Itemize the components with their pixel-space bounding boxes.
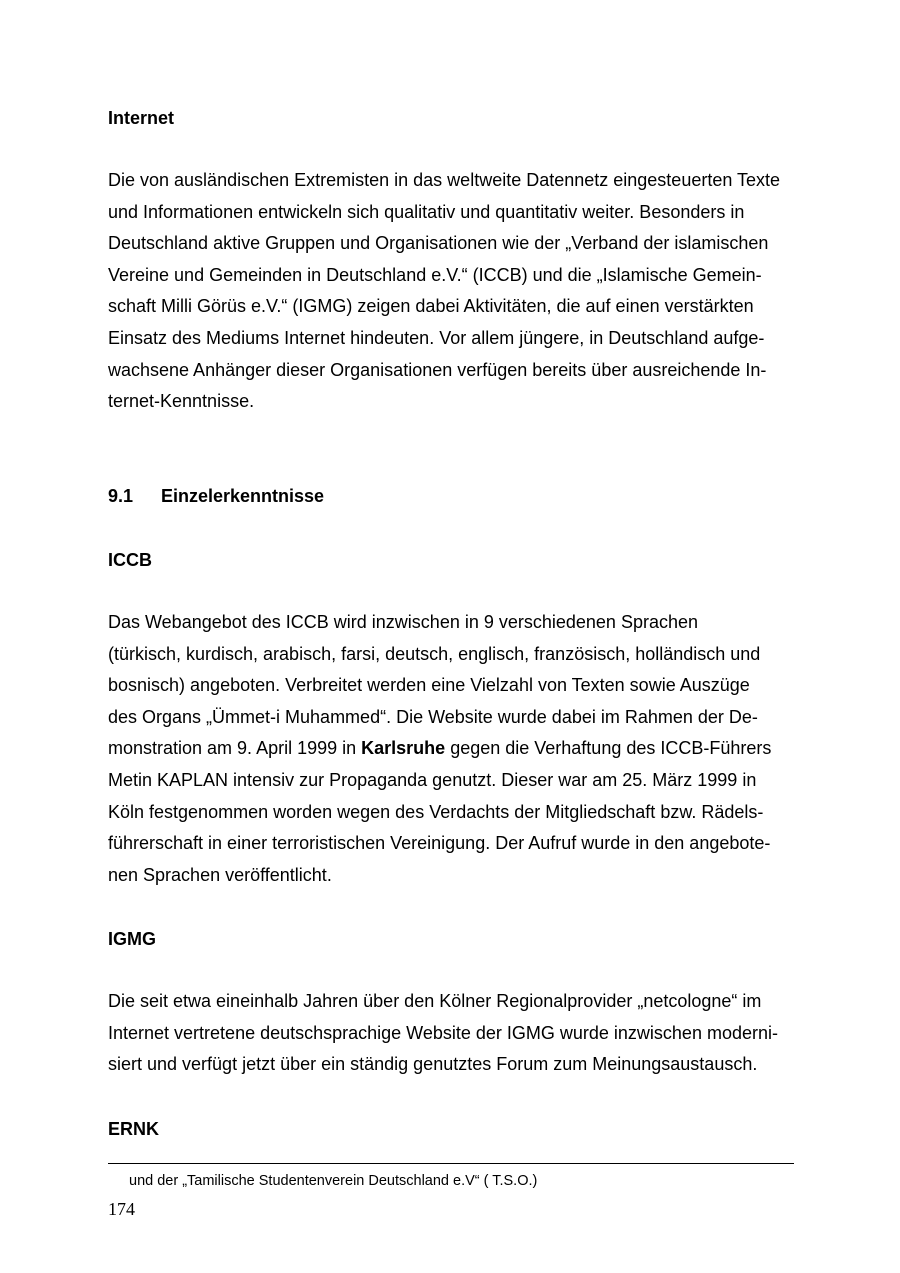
paragraph-line: Metin KAPLAN intensiv zur Propaganda genutzt. Dieser war am 25. März 1999 in <box>108 769 757 790</box>
paragraph-line: wachsene Anhänger dieser Organisationen verfügen bereits über ausreichende In- <box>108 359 767 380</box>
line-text: gegen die Verhaftung des ICCB-Führers <box>445 738 772 759</box>
paragraph-line: Deutschland aktive Gruppen und Organisationen wie der „Verband der islamischen <box>108 233 769 254</box>
page-number: 174 <box>108 1199 135 1219</box>
paragraph-line: Vereine und Gemeinden in Deutschland e.V.“ (ICCB) und die „Islamische Gemein- <box>108 264 762 285</box>
internet-heading: Internet <box>108 108 175 128</box>
paragraph-line: nen Sprachen veröffentlicht. <box>108 864 332 885</box>
paragraph-line: schaft Milli Görüs e.V.“ (IGMG) zeigen dabei Aktivitäten, die auf einen verstärkten <box>108 296 754 317</box>
footnote-divider <box>108 1163 794 1164</box>
paragraph-line: Die von ausländischen Extremisten in das weltweite Datennetz eingesteuerten Texte <box>108 170 781 190</box>
paragraph-line: (türkisch, kurdisch, arabisch, farsi, deutsch, englisch, französisch, holländisch und <box>108 643 761 664</box>
paragraph-line: des Organs „Ümmet-i Muhammed“. Die Website wurde dabei im Rahmen der De- <box>108 706 758 727</box>
paragraph-line: bosnisch) angeboten. Verbreitet werden eine Vielzahl von Texten sowie Auszüge <box>108 675 750 696</box>
paragraph-line <box>108 733 794 765</box>
iccb-paragraph <box>108 607 794 891</box>
paragraph-line: Internet vertretene deutschsprachige Website der IGMG wurde inzwischen moderni- <box>108 1022 778 1043</box>
internet-paragraph <box>108 165 794 418</box>
paragraph-line: siert und verfügt jetzt über ein ständig genutztes Forum zum Meinungsaustausch. <box>108 1054 758 1075</box>
igmg-heading: IGMG <box>108 929 156 949</box>
paragraph-line: Die seit etwa eineinhalb Jahren über den Kölner Regionalprovider „netcologne“ im <box>108 991 762 1011</box>
karlsruhe-bold: Karlsruhe <box>361 738 446 759</box>
section-number: 9.1 <box>108 486 134 506</box>
ernk-heading: ERNK <box>108 1119 160 1139</box>
igmg-paragraph <box>108 986 794 1081</box>
paragraph-line: ternet-Kenntnisse. <box>108 391 255 412</box>
paragraph-line: führerschaft in einer terroristischen Vereinigung. Der Aufruf wurde in den angebote- <box>108 833 771 854</box>
section-heading-9-1 <box>108 486 324 506</box>
paragraph-line: und Informationen entwickeln sich qualitativ und quantitativ weiter. Besonders in <box>108 201 745 222</box>
footnote-text: und der „Tamilische Studentenverein Deutschland e.V“ ( T.S.O.) <box>129 1173 538 1189</box>
paragraph-line: Das Webangebot des ICCB wird inzwischen in 9 verschiedenen Sprachen <box>108 612 698 632</box>
paragraph-line: Einsatz des Mediums Internet hindeuten. Vor allem jüngere, in Deutschland aufge- <box>108 327 765 348</box>
line-text: monstration am 9. April 1999 in <box>108 738 362 759</box>
section-title: Einzelerkenntnisse <box>161 486 325 506</box>
paragraph-line: Köln festgenommen worden wegen des Verdachts der Mitgliedschaft bzw. Rädels- <box>108 801 764 822</box>
iccb-heading: ICCB <box>108 550 152 570</box>
